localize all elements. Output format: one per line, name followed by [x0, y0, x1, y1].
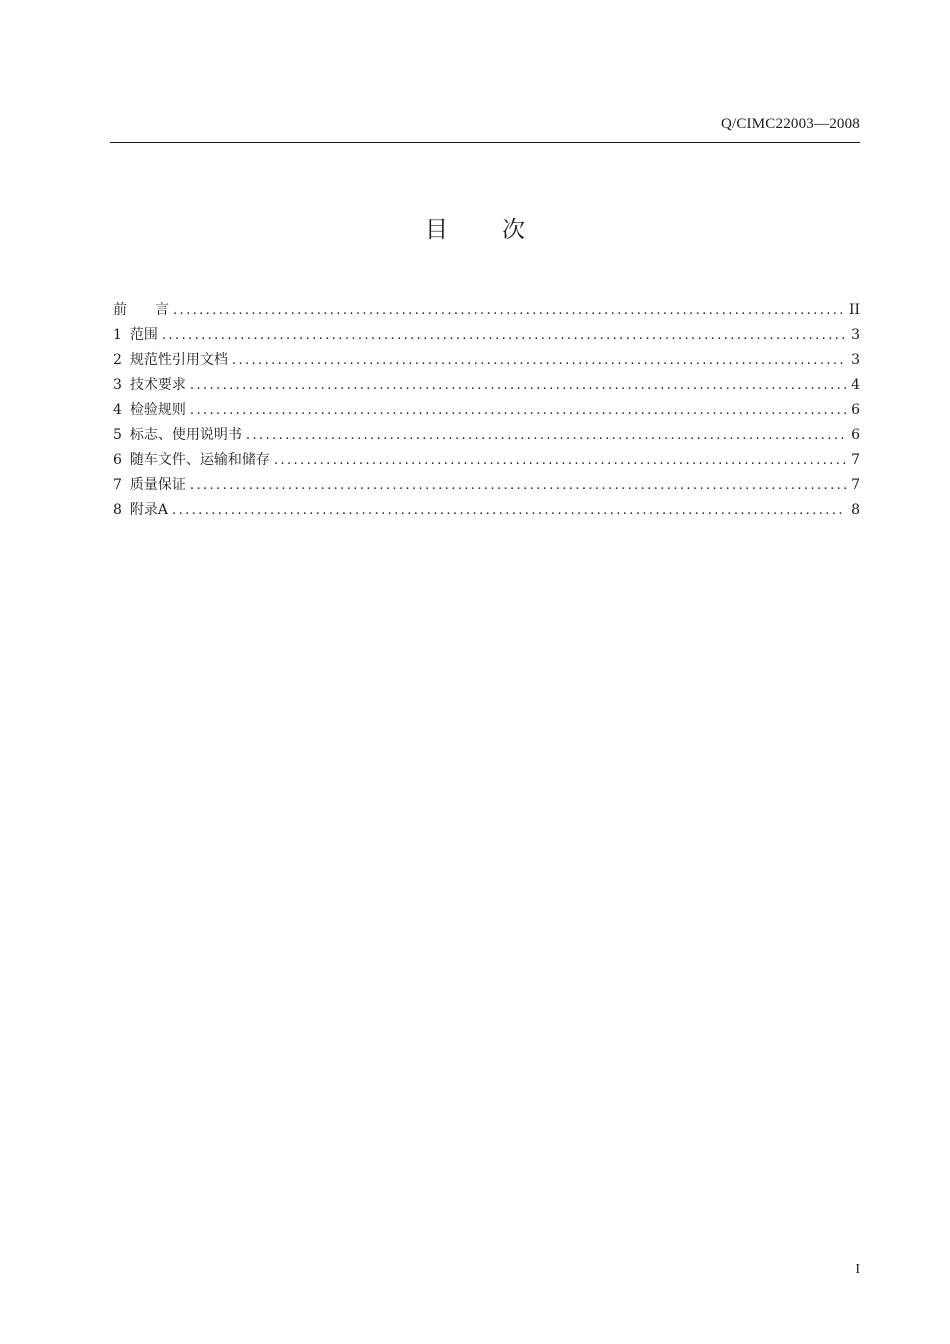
toc-entry-inspection-rules[interactable]	[113, 398, 860, 423]
page-number: I	[855, 1262, 860, 1277]
toc-leader-dots	[173, 298, 845, 323]
toc-entry-marking-manual[interactable]	[113, 423, 860, 448]
toc-entry-appendix-a[interactable]	[113, 498, 860, 523]
table-of-contents	[113, 298, 860, 523]
toc-title-char-2: 次	[502, 217, 525, 243]
toc-entry-label: 技术要求	[129, 377, 186, 393]
toc-entry-quality-assurance[interactable]	[113, 473, 860, 498]
toc-entry-number: 6	[113, 452, 122, 468]
toc-entry-page: 3	[851, 327, 860, 343]
toc-leader-dots	[172, 498, 846, 523]
toc-leader-dots	[274, 448, 846, 473]
toc-entry-label: 标志、使用说明书	[129, 427, 242, 443]
toc-entry-page: 7	[851, 452, 860, 468]
toc-entry-page: 8	[851, 502, 860, 518]
toc-leader-dots	[246, 423, 846, 448]
toc-entry-label: 规范性引用文档	[129, 352, 228, 368]
toc-entry-label: 附录A	[129, 502, 169, 518]
toc-title	[0, 211, 950, 244]
toc-entry-number: 5	[113, 427, 122, 443]
toc-entry-label: 检验规则	[129, 402, 186, 418]
toc-entry-number: 7	[113, 477, 122, 493]
header-rule	[110, 142, 860, 143]
toc-entry-page: 6	[851, 402, 860, 418]
toc-leader-dots	[190, 373, 846, 398]
toc-entry-normative-references[interactable]	[113, 348, 860, 373]
toc-entry-number: 3	[113, 377, 122, 393]
toc-entry-label: 随车文件、运输和储存	[129, 452, 270, 468]
document-code: Q/CIMC22003—2008	[720, 116, 860, 132]
toc-entry-label: 质量保证	[129, 477, 186, 493]
toc-entry-number: 4	[113, 402, 122, 418]
toc-entry-page: 3	[851, 352, 860, 368]
toc-entry-number: 8	[113, 502, 122, 518]
toc-entry-page: 4	[851, 377, 860, 393]
toc-entry-page: 7	[851, 477, 860, 493]
toc-leader-dots	[162, 323, 846, 348]
toc-entry-documents-transport-storage[interactable]	[113, 448, 860, 473]
toc-entry-page: 6	[851, 427, 860, 443]
toc-title-char-1: 目	[425, 217, 448, 243]
toc-entry-label: 前 言	[113, 302, 169, 318]
toc-entry-foreword[interactable]	[113, 298, 860, 323]
toc-entry-scope[interactable]	[113, 323, 860, 348]
toc-leader-dots	[190, 473, 846, 498]
toc-entry-number: 1	[113, 327, 122, 343]
toc-entry-number: 2	[113, 352, 122, 368]
toc-leader-dots	[232, 348, 846, 373]
toc-entry-label: 范围	[129, 327, 158, 343]
toc-leader-dots	[190, 398, 846, 423]
toc-entry-page: II	[848, 302, 860, 318]
toc-entry-technical-requirements[interactable]	[113, 373, 860, 398]
